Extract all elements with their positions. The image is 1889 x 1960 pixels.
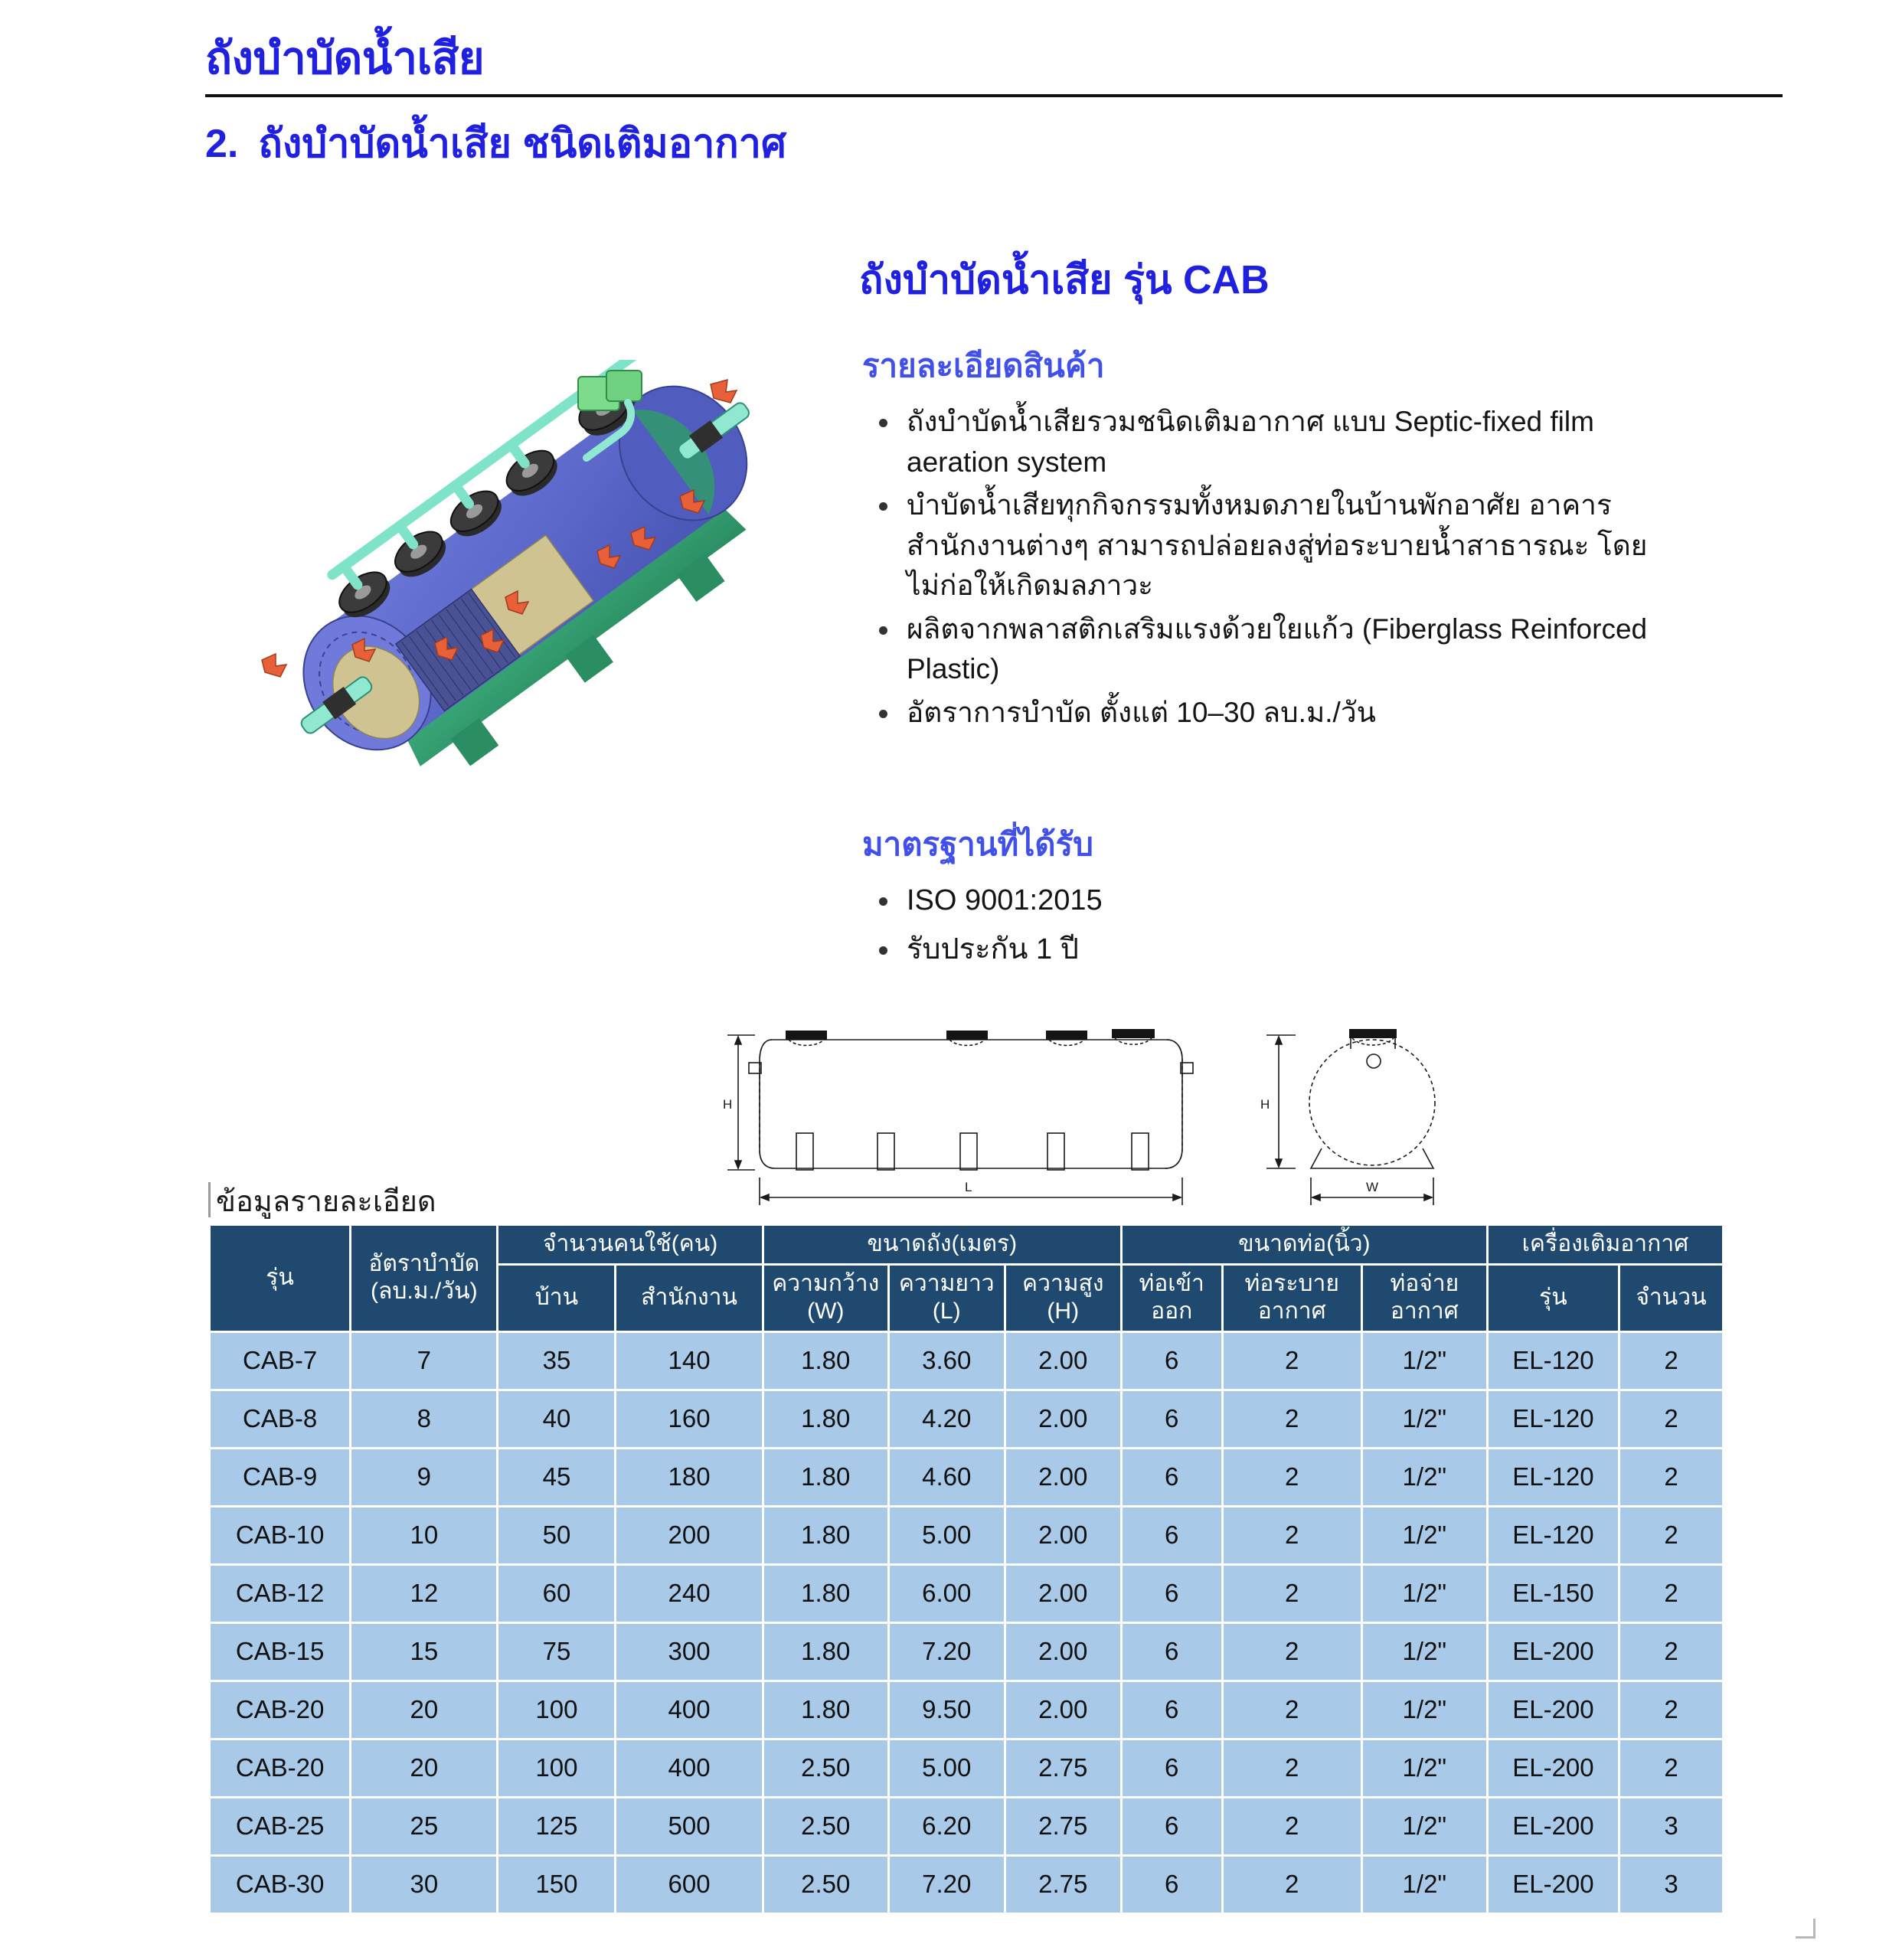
group-header-aerator: เครื่องเติมอากาศ	[1489, 1226, 1722, 1263]
table-cell-home: 35	[498, 1333, 614, 1389]
table-cell-w: 1.80	[764, 1508, 887, 1563]
col-header-aerator-model: รุ่น	[1489, 1266, 1618, 1331]
table-cell-aer-model: EL-120	[1489, 1508, 1618, 1563]
table-cell-home: 45	[498, 1449, 614, 1505]
table-cell-h: 2.75	[1006, 1798, 1120, 1854]
table-cell-aer-qty: 2	[1620, 1682, 1722, 1738]
table-cell-model: CAB-10	[211, 1508, 349, 1563]
table-cell-office: 400	[616, 1682, 761, 1738]
list-item: ผลิตจากพลาสติกเสริมแรงด้วยใยแก้ว (Fiberglass Reinforced Plastic)	[862, 609, 1674, 690]
table-row	[211, 1798, 1722, 1854]
table-cell-aer-model: EL-120	[1489, 1449, 1618, 1505]
table-cell-aer-qty: 2	[1620, 1508, 1722, 1563]
table-cell-l: 6.20	[890, 1798, 1004, 1854]
page-corner-mark	[1796, 1919, 1815, 1939]
table-cell-pdrain: 2	[1224, 1682, 1361, 1738]
table-cell-home: 125	[498, 1798, 614, 1854]
table-cell-pin: 6	[1123, 1682, 1221, 1738]
header-divider	[205, 94, 1783, 97]
table-row	[211, 1508, 1722, 1563]
col-header-width: ความกว้าง (W)	[764, 1266, 887, 1331]
table-cell-pdrain: 2	[1224, 1624, 1361, 1680]
table-row	[211, 1740, 1722, 1796]
table-caption: ข้อมูลรายละเอียด	[216, 1178, 436, 1224]
table-cell-home: 60	[498, 1566, 614, 1622]
tank-side-view-drawing	[712, 1018, 1240, 1214]
dimension-label-h: H	[1260, 1097, 1270, 1112]
table-cell-pdrain: 2	[1224, 1857, 1361, 1913]
table-cell-home: 100	[498, 1740, 614, 1796]
table-cell-office: 140	[616, 1333, 761, 1389]
col-header-pipe-in-out: ท่อเข้า ออก	[1123, 1266, 1221, 1331]
table-cell-model: CAB-7	[211, 1333, 349, 1389]
table-cell-pair: 1/2"	[1363, 1740, 1486, 1796]
table-cell-office: 500	[616, 1798, 761, 1854]
dimension-label-h: H	[723, 1097, 733, 1112]
table-cell-pair: 1/2"	[1363, 1798, 1486, 1854]
table-row	[211, 1566, 1722, 1622]
table-cell-pdrain: 2	[1224, 1333, 1361, 1389]
table-cell-l: 9.50	[890, 1682, 1004, 1738]
table-cell-aer-qty: 2	[1620, 1740, 1722, 1796]
spec-table-container	[208, 1223, 1724, 1915]
product-details-section	[862, 341, 1674, 736]
table-cell-model: CAB-8	[211, 1391, 349, 1447]
table-cell-pair: 1/2"	[1363, 1391, 1486, 1447]
section-title: ถังบำบัดน้ำเสีย ชนิดเติมอากาศ	[258, 121, 786, 166]
group-header-tank-size: ขนาดถัง(เมตร)	[764, 1226, 1120, 1263]
table-cell-aer-qty: 2	[1620, 1624, 1722, 1680]
table-cell-rate: 20	[351, 1740, 496, 1796]
table-cell-pin: 6	[1123, 1798, 1221, 1854]
table-cell-aer-model: EL-150	[1489, 1566, 1618, 1622]
col-header-rate: อัตราบำบัด (ลบ.ม./วัน)	[351, 1226, 496, 1331]
section-heading	[205, 111, 1783, 175]
table-cell-w: 1.80	[764, 1449, 887, 1505]
section-number: 2.	[205, 121, 239, 166]
table-cell-model: CAB-20	[211, 1682, 349, 1738]
table-cell-model: CAB-12	[211, 1566, 349, 1622]
table-cell-pair: 1/2"	[1363, 1624, 1486, 1680]
table-cell-w: 1.80	[764, 1682, 887, 1738]
table-cell-pin: 6	[1123, 1449, 1221, 1505]
table-cell-rate: 15	[351, 1624, 496, 1680]
details-heading: รายละเอียดสินค้า	[862, 348, 1105, 384]
table-cell-pair: 1/2"	[1363, 1682, 1486, 1738]
table-cell-rate: 10	[351, 1508, 496, 1563]
table-row	[211, 1391, 1722, 1447]
col-header-office: สำนักงาน	[616, 1266, 761, 1331]
standards-heading: มาตรฐานที่ได้รับ	[862, 826, 1093, 862]
col-header-height: ความสูง (H)	[1006, 1266, 1120, 1331]
table-cell-rate: 30	[351, 1857, 496, 1913]
table-cell-h: 2.00	[1006, 1682, 1120, 1738]
table-cell-model: CAB-20	[211, 1740, 349, 1796]
table-cell-h: 2.00	[1006, 1449, 1120, 1505]
tank-end-view-drawing	[1248, 1018, 1485, 1214]
table-cell-pin: 6	[1123, 1624, 1221, 1680]
table-cell-h: 2.00	[1006, 1333, 1120, 1389]
table-cell-w: 2.50	[764, 1798, 887, 1854]
table-cell-aer-model: EL-200	[1489, 1857, 1618, 1913]
table-cell-rate: 25	[351, 1798, 496, 1854]
table-cell-h: 2.00	[1006, 1391, 1120, 1447]
table-row	[211, 1333, 1722, 1389]
table-cell-aer-model: EL-200	[1489, 1624, 1618, 1680]
table-cell-l: 7.20	[890, 1624, 1004, 1680]
table-cell-aer-qty: 3	[1620, 1798, 1722, 1854]
table-cell-l: 3.60	[890, 1333, 1004, 1389]
table-cell-aer-model: EL-120	[1489, 1333, 1618, 1389]
table-cell-rate: 7	[351, 1333, 496, 1389]
table-cell-pair: 1/2"	[1363, 1449, 1486, 1505]
product-title: ถังบำบัดน้ำเสีย รุ่น CAB	[859, 258, 1270, 302]
table-cell-model: CAB-15	[211, 1624, 349, 1680]
group-header-pipe-size: ขนาดท่อ(นิ้ว)	[1123, 1226, 1486, 1263]
table-cell-pdrain: 2	[1224, 1740, 1361, 1796]
table-body	[211, 1333, 1722, 1913]
table-head	[211, 1226, 1722, 1331]
table-cell-pair: 1/2"	[1363, 1857, 1486, 1913]
table-cell-home: 150	[498, 1857, 614, 1913]
table-cell-home: 40	[498, 1391, 614, 1447]
table-cell-office: 400	[616, 1740, 761, 1796]
list-item: บำบัดน้ำเสียทุกกิจกรรมทั้งหมดภายในบ้านพักอาศัย อาคารสำนักงานต่างๆ สามารถปล่อยลงสู่ท่อระบายน้ำสาธารณะ โดยไม่ก่อให้เกิดมลภาวะ	[862, 485, 1674, 606]
table-cell-office: 600	[616, 1857, 761, 1913]
table-cell-pair: 1/2"	[1363, 1508, 1486, 1563]
table-cell-pin: 6	[1123, 1333, 1221, 1389]
table-cell-l: 4.20	[890, 1391, 1004, 1447]
table-cell-l: 7.20	[890, 1857, 1004, 1913]
table-cell-pdrain: 2	[1224, 1508, 1361, 1563]
list-item: อัตราการบำบัด ตั้งแต่ 10–30 ลบ.ม./วัน	[862, 693, 1674, 733]
table-cell-home: 50	[498, 1508, 614, 1563]
standards-list	[862, 880, 1551, 971]
col-header-aerator-qty: จำนวน	[1620, 1266, 1722, 1331]
list-item: ถังบำบัดน้ำเสียรวมชนิดเติมอากาศ แบบ Septic-fixed film aeration system	[862, 402, 1674, 482]
table-cell-pair: 1/2"	[1363, 1566, 1486, 1622]
table-cell-home: 75	[498, 1624, 614, 1680]
table-cell-rate: 12	[351, 1566, 496, 1622]
table-cell-h: 2.75	[1006, 1740, 1120, 1796]
col-header-pipe-air: ท่อจ่าย อากาศ	[1363, 1266, 1486, 1331]
table-cell-office: 160	[616, 1391, 761, 1447]
tank-3d-illustration	[230, 360, 842, 804]
table-cell-office: 200	[616, 1508, 761, 1563]
table-cell-pdrain: 2	[1224, 1391, 1361, 1447]
table-cell-pin: 6	[1123, 1857, 1221, 1913]
table-cell-office: 240	[616, 1566, 761, 1622]
table-cell-l: 5.00	[890, 1740, 1004, 1796]
table-cell-model: CAB-30	[211, 1857, 349, 1913]
table-cell-aer-qty: 3	[1620, 1857, 1722, 1913]
table-cell-aer-qty: 2	[1620, 1566, 1722, 1622]
table-cell-aer-model: EL-200	[1489, 1682, 1618, 1738]
table-row	[211, 1682, 1722, 1738]
dimension-label-w: W	[1366, 1180, 1379, 1194]
table-cell-l: 4.60	[890, 1449, 1004, 1505]
table-cell-pin: 6	[1123, 1566, 1221, 1622]
table-cell-office: 300	[616, 1624, 761, 1680]
table-cell-l: 5.00	[890, 1508, 1004, 1563]
table-cell-h: 2.75	[1006, 1857, 1120, 1913]
table-cell-w: 1.80	[764, 1333, 887, 1389]
table-cell-pin: 6	[1123, 1740, 1221, 1796]
table-cell-aer-qty: 2	[1620, 1449, 1722, 1505]
table-cell-model: CAB-25	[211, 1798, 349, 1854]
col-header-home: บ้าน	[498, 1266, 614, 1331]
table-cell-aer-model: EL-200	[1489, 1798, 1618, 1854]
col-header-model: รุ่น	[211, 1226, 349, 1331]
details-list	[862, 402, 1674, 733]
standards-section	[862, 819, 1551, 978]
table-row	[211, 1624, 1722, 1680]
table-header-row-1	[211, 1226, 1722, 1263]
page-title: ถังบำบัดน้ำเสีย	[205, 34, 485, 83]
table-cell-aer-model: EL-120	[1489, 1391, 1618, 1447]
table-cell-aer-model: EL-200	[1489, 1740, 1618, 1796]
table-row	[211, 1449, 1722, 1505]
table-cell-rate: 20	[351, 1682, 496, 1738]
list-item: รับประกัน 1 ปี	[862, 929, 1551, 971]
table-cell-w: 2.50	[764, 1740, 887, 1796]
table-cell-pair: 1/2"	[1363, 1333, 1486, 1389]
table-cell-pdrain: 2	[1224, 1798, 1361, 1854]
page-header	[205, 34, 1783, 175]
table-cell-aer-qty: 2	[1620, 1391, 1722, 1447]
table-cell-rate: 9	[351, 1449, 496, 1505]
col-header-length: ความยาว (L)	[890, 1266, 1004, 1331]
table-cell-office: 180	[616, 1449, 761, 1505]
specifications-table	[208, 1223, 1724, 1915]
table-cell-h: 2.00	[1006, 1624, 1120, 1680]
table-cell-home: 100	[498, 1682, 614, 1738]
list-item: ISO 9001:2015	[862, 880, 1551, 922]
table-cell-pin: 6	[1123, 1391, 1221, 1447]
table-cell-rate: 8	[351, 1391, 496, 1447]
col-header-pipe-drain: ท่อระบาย อากาศ	[1224, 1266, 1361, 1331]
table-cell-l: 6.00	[890, 1566, 1004, 1622]
group-header-users: จำนวนคนใช้(คน)	[498, 1226, 761, 1263]
table-cell-model: CAB-9	[211, 1449, 349, 1505]
table-cell-w: 1.80	[764, 1391, 887, 1447]
table-cell-pdrain: 2	[1224, 1449, 1361, 1505]
table-cell-pin: 6	[1123, 1508, 1221, 1563]
table-cell-aer-qty: 2	[1620, 1333, 1722, 1389]
table-cell-pdrain: 2	[1224, 1566, 1361, 1622]
table-row	[211, 1857, 1722, 1913]
table-cell-w: 1.80	[764, 1566, 887, 1622]
technical-drawings	[712, 1018, 1493, 1217]
table-cell-w: 2.50	[764, 1857, 887, 1913]
table-cell-h: 2.00	[1006, 1508, 1120, 1563]
table-cell-w: 1.80	[764, 1624, 887, 1680]
dimension-label-l: L	[965, 1180, 972, 1194]
table-cell-h: 2.00	[1006, 1566, 1120, 1622]
